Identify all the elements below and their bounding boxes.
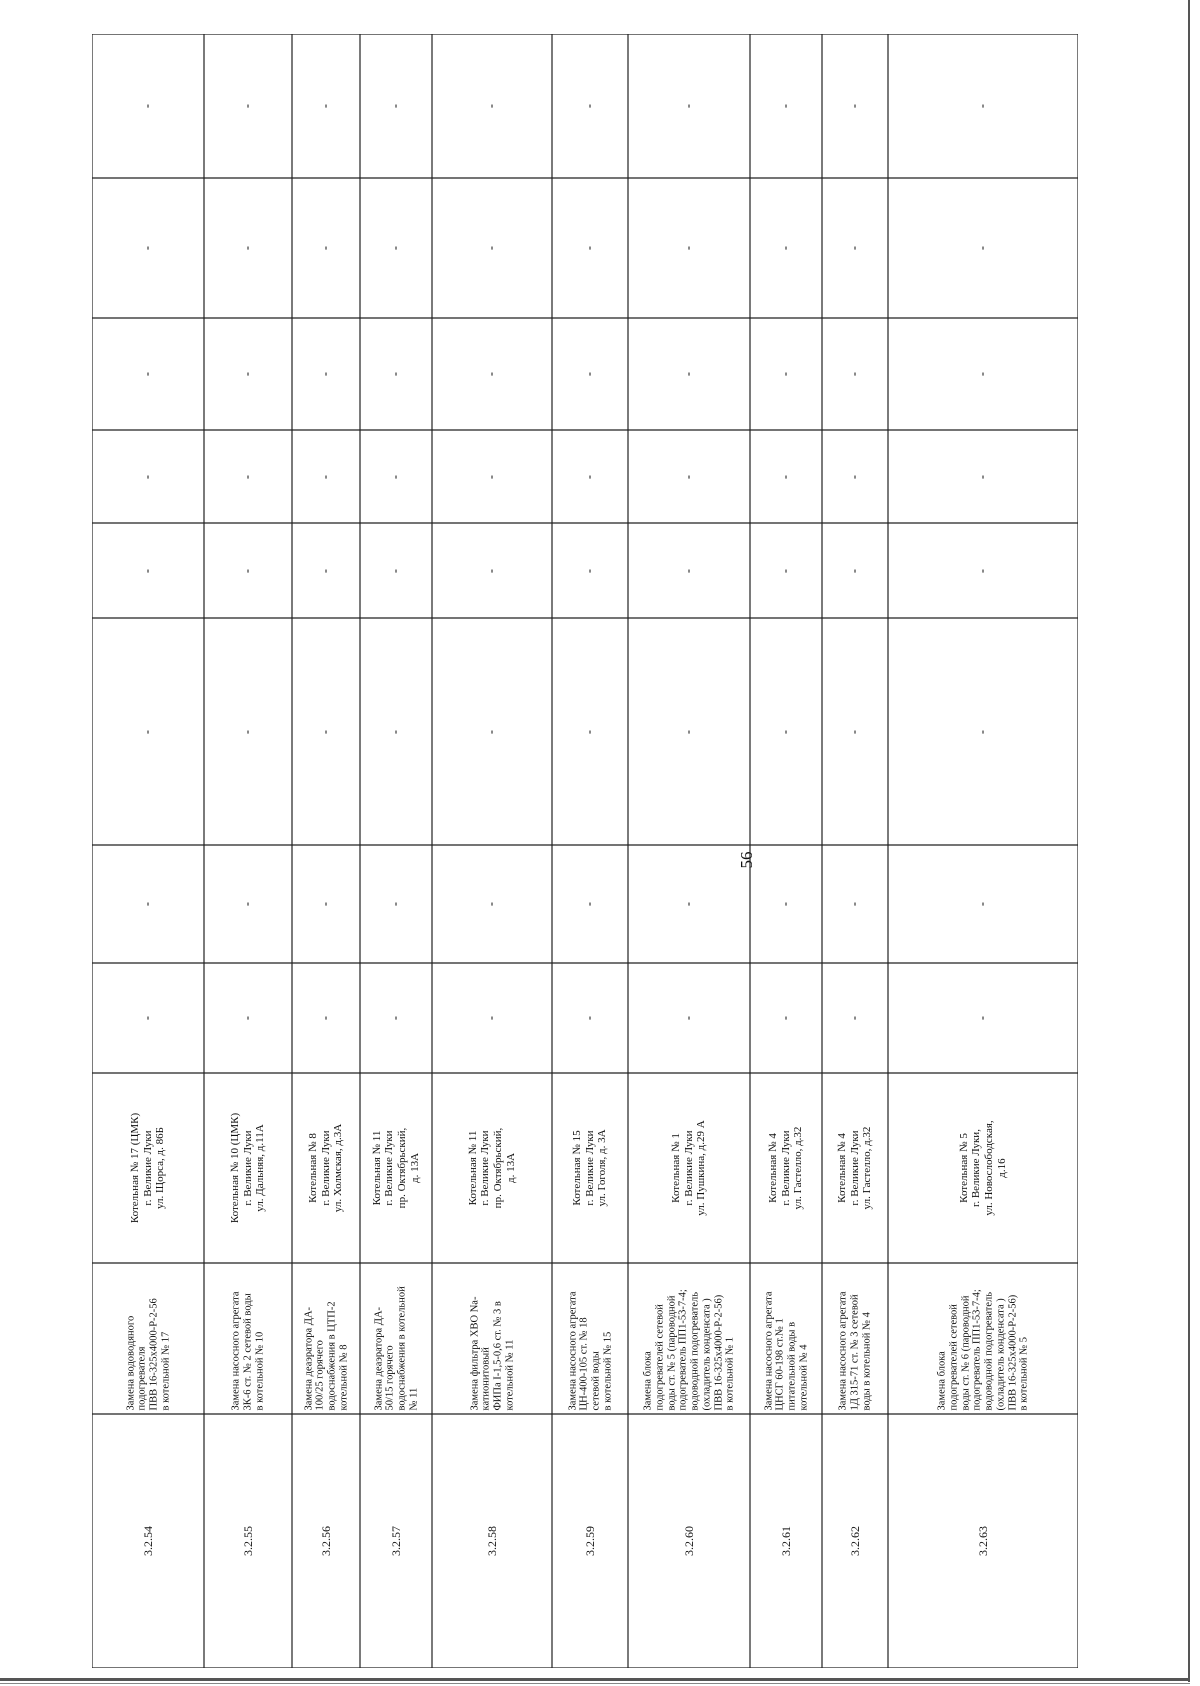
empty-value-dash: - [582,246,596,250]
empty-value-dash: - [975,729,989,734]
empty-value-dash: - [975,372,989,376]
row-number: 3.2.54 [140,1526,155,1556]
empty-value-dash: - [388,568,402,573]
empty-value-dash: - [582,1016,596,1020]
work-description: Замена насосного агрегата 3К-6 ст. № 2 сетевой воды в котельной № 10 [230,1291,265,1410]
empty-value-dash: - [318,474,332,479]
empty-value-dash: - [388,1016,402,1020]
row-number: 3.2.57 [388,1526,403,1556]
empty-value-dash: - [975,246,989,250]
empty-value-dash: - [140,568,154,573]
empty-value-dash: - [582,568,596,573]
empty-value-dash: - [847,902,861,906]
empty-value-dash: - [582,902,596,906]
empty-value-dash: - [847,729,861,734]
facility-location: Котельная № 11 г. Великие Луки пр. Октябрьский, д. 13А [370,1127,421,1209]
row-number: 3.2.63 [975,1526,990,1556]
empty-value-dash: - [975,1016,989,1020]
empty-value-dash: - [681,902,695,906]
facility-location: Котельная № 15 г. Великие Луки ул. Гоголя, д. 3А [571,1129,609,1207]
work-description: Замена насосного агрегата ЦН-400-105 ст. № 18 сетевой воды в котельной № 15 [566,1291,613,1410]
empty-value-dash: - [847,1016,861,1020]
facility-location: Котельная № 10 (ЦМК) г. Великие Луки ул. Дальняя, д.11А [229,1112,267,1224]
empty-value-dash: - [484,372,498,376]
empty-value-dash: - [484,568,498,573]
empty-value-dash: - [140,729,154,734]
empty-value-dash: - [240,729,254,734]
row-number: 3.2.55 [240,1526,255,1556]
work-description: Замена блока подогревателей сетевой воды ст. № 6 (пароводной подогреватель ПП1-53-7-4; водоводной подогреватель (охладитель конденсата ) ПВВ 16-325x4000-Р-2-56) в котельной № 5 [936,1288,1030,1410]
empty-value-dash: - [975,568,989,573]
work-description: Замена водоводяного подогревателя ПВВ 16-325x4000-Р-2-56 в котельной № 17 [124,1297,171,1410]
empty-value-dash: - [484,474,498,479]
empty-value-dash: - [778,474,792,479]
facility-location: Котельная № 4 г. Великие Луки ул. Гастелло, д.32 [836,1126,874,1210]
empty-value-dash: - [847,246,861,250]
empty-value-dash: - [240,568,254,573]
page-edge-right [1188,0,1190,1682]
row-number: 3.2.61 [778,1526,793,1556]
empty-value-dash: - [318,568,332,573]
empty-value-dash: - [484,104,498,108]
empty-value-dash: - [681,474,695,479]
facility-location: Котельная № 8 г. Великие Луки ул. Холмская, д.3А [307,1123,345,1213]
empty-value-dash: - [975,104,989,108]
empty-value-dash: - [388,372,402,376]
empty-value-dash: - [582,104,596,108]
work-description: Замена насосного агрегата ЦНСГ 60-198 ст.№ 1 питательной воды в котельной № 4 [762,1291,809,1410]
facility-location: Котельная № 17 (ЦМК) г. Великие Луки ул. Щорса, д. 86Б [129,1112,167,1224]
empty-value-dash: - [318,902,332,906]
empty-value-dash: - [240,372,254,376]
empty-value-dash: - [318,1016,332,1020]
empty-value-dash: - [240,902,254,906]
row-number: 3.2.58 [484,1526,499,1556]
empty-value-dash: - [388,729,402,734]
work-description: Замена насосного агрегата 1Д 315-71 ст. № 3 сетевой воды в котельной № 4 [837,1291,872,1410]
empty-value-dash: - [140,372,154,376]
row-number: 3.2.62 [847,1526,862,1556]
empty-value-dash: - [140,902,154,906]
empty-value-dash: - [388,246,402,250]
empty-value-dash: - [847,568,861,573]
row-number: 3.2.56 [318,1526,333,1556]
empty-value-dash: - [778,104,792,108]
empty-value-dash: - [240,246,254,250]
empty-value-dash: - [484,246,498,250]
empty-value-dash: - [318,246,332,250]
empty-value-dash: - [140,246,154,250]
empty-value-dash: - [140,1016,154,1020]
empty-value-dash: - [484,902,498,906]
page-number: 56 [737,851,756,869]
facility-location: Котельная № 5 г. Великие Луки, ул. Новослободская, д.16 [957,1120,1008,1216]
empty-value-dash: - [240,1016,254,1020]
empty-value-dash: - [388,902,402,906]
facility-location: Котельная № 1 г. Великие Луки ул. Пушкина, д.29 А [670,1120,708,1216]
page-edge-bottom [0,1678,1190,1681]
empty-value-dash: - [240,474,254,479]
empty-value-dash: - [681,1016,695,1020]
empty-value-dash: - [847,372,861,376]
empty-value-dash: - [975,474,989,479]
empty-value-dash: - [484,1016,498,1020]
empty-value-dash: - [388,104,402,108]
empty-value-dash: - [681,104,695,108]
page-edge-bottom-line [0,1683,1190,1684]
work-description: Замена блока подогревателей сетевой воды ст. № 5 (пароводной подогреватель ПП1-53-7-4; водоводной подогреватель (охладитель конденсата ) ПВВ 16-325x4000-Р-2-56) в котельной № 1 [642,1288,736,1410]
empty-value-dash: - [318,729,332,734]
row-number: 3.2.60 [681,1526,696,1556]
empty-value-dash: - [582,474,596,479]
empty-value-dash: - [847,104,861,108]
empty-value-dash: - [778,1016,792,1020]
facility-location: Котельная № 11 г. Великие Луки пр. Октябрьский, д. 13А [466,1127,517,1209]
empty-value-dash: - [582,372,596,376]
empty-value-dash: - [318,104,332,108]
empty-value-dash: - [847,474,861,479]
empty-value-dash: - [240,104,254,108]
empty-value-dash: - [681,246,695,250]
row-number: 3.2.59 [582,1526,597,1556]
empty-value-dash: - [778,729,792,734]
empty-value-dash: - [778,902,792,906]
empty-value-dash: - [681,372,695,376]
work-description: Замена деаэратора ДА- 50/15 горячего водоснабжения в котельной № 11 [372,1285,419,1410]
empty-value-dash: - [681,729,695,734]
empty-value-dash: - [975,902,989,906]
empty-value-dash: - [681,568,695,573]
facility-location: Котельная № 4 г. Великие Луки ул. Гастелло, д.32 [767,1126,805,1210]
empty-value-dash: - [778,372,792,376]
empty-value-dash: - [778,568,792,573]
work-description: Замена деаэратора ДА- 100/25 горячего водоснабжения в ЦТП-2 котельной № 8 [302,1300,349,1410]
empty-value-dash: - [140,474,154,479]
empty-value-dash: - [388,474,402,479]
work-description: Замена фильтра ХВО Na- катионитовый ФИПа I-1,5-0,6 ст. № 3 в котельной № 11 [468,1296,515,1410]
empty-value-dash: - [778,246,792,250]
empty-value-dash: - [582,729,596,734]
empty-value-dash: - [318,372,332,376]
empty-value-dash: - [140,104,154,108]
empty-value-dash: - [484,729,498,734]
